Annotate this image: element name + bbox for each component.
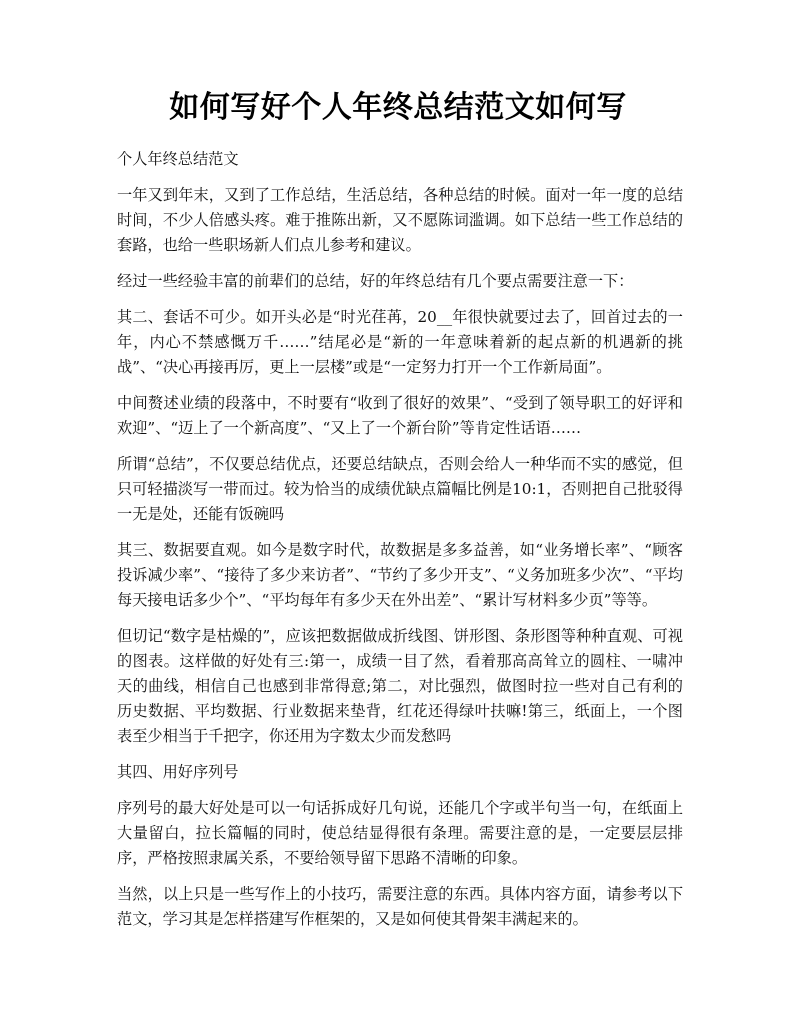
achievements-paragraph: 中间赘述业绩的段落中，不时要有“收到了很好的效果”、“受到了领导职工的好评和欢迎”、“迈上了一个新高度”、“又上了一个新台阶”等肯定性话语……: [117, 394, 683, 437]
numbering-paragraph: 序列号的最大好处是可以一句话拆成好几句说，还能几个字或半句当一句，在纸面上大量留白，拉长篇幅的同时，使总结显得很有条理。需要注意的是，一定要层层排序，严格按照隶属关系，不要给领导留下思路不清晰的印象。: [117, 799, 683, 867]
point-three-paragraph: 其三、数据要直观。如今是数字时代，故数据是多多益善，如“业务增长率”、“顾客投诉减少率”、“接待了多少来访者”、“节约了多少开支”、“义务加班多少次”、“平均每天接电话多少个”、“平均每年有多少天在外出差”、“累计写材料多少页”等等。: [117, 541, 683, 609]
key-points-paragraph: 经过一些经验丰富的前辈们的总结，好的年终总结有几个要点需要注意一下：: [117, 272, 634, 290]
document-title: 如何写好个人年终总结范文如何写: [169, 90, 627, 125]
document-body: [117, 147, 683, 943]
summary-balance-paragraph: 所谓“总结”，不仅要总结优点，还要总结缺点，否则会给人一种华而不实的感觉，但只可轻描淡写一带而过。较为恰当的成绩优缺点篇幅比例是10:1，否则把自己批驳得一无是处，还能有饭碗吗: [117, 455, 683, 523]
point-two-paragraph: 其二、套话不可少。如开头必是“时光荏苒，20__年很快就要过去了，回首过去的一年，内心不禁感慨万千……”结尾必是“新的一年意味着新的起点新的机遇新的挑战”、“决心再接再厉，更上一层楼”或是“一定努力打开一个工作新局面”。: [117, 308, 683, 376]
closing-paragraph: 当然，以上只是一些写作上的小技巧，需要注意的东西。具体内容方面，请参考以下范文，学习其是怎样搭建写作框架的，又是如何使其骨架丰满起来的。: [117, 885, 683, 928]
charts-advice-paragraph: 但切记“数字是枯燥的”，应该把数据做成折线图、饼形图、条形图等种种直观、可视的图表。这样做的好处有三:第一，成绩一目了然，看着那高高耸立的圆柱、一啸冲天的曲线，相信自己也感到非常得意;第二，对比强烈，做图时拉一些对自己有利的历史数据、平均数据、行业数据来垫背，红花还得绿叶扶嘛!第三，纸面上，一个图表至少相当于千把字，你还用为字数太少而发愁吗: [117, 627, 683, 745]
intro-paragraph: 一年又到年末，又到了工作总结，生活总结，各种总结的时候。面对一年一度的总结时间，不少人倍感头疼。难于推陈出新，又不愿陈词滥调。如下总结一些工作总结的套路，也给一些职场新人们点儿参考和建议。: [117, 186, 683, 254]
subtitle-paragraph: 个人年终总结范文: [117, 150, 239, 168]
point-four-heading: 其四、用好序列号: [117, 763, 239, 781]
